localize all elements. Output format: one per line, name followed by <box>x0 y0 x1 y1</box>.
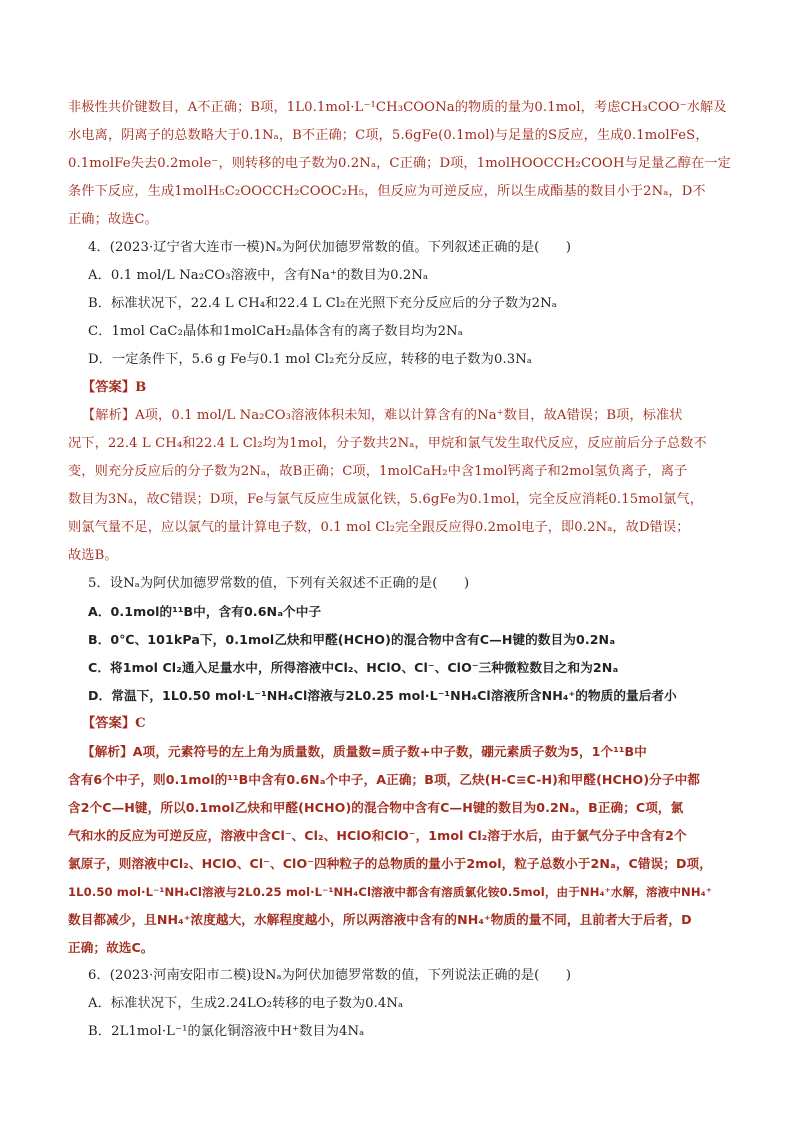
question-5-option-b: B．0℃、101kPa下，0.1mol乙炔和甲醛(HCHO)的混合物中含有C—H键的数目为0.2Nₐ <box>88 632 616 647</box>
text-line: 氯原子，则溶液中Cl₂、HClO、Cl⁻、ClO⁻四种粒子的总物质的量小于2mol，粒子总数小于2Nₐ，C错误；D项， <box>68 856 712 871</box>
text-line: 含有6个中子，则0.1mol的¹¹B中含有0.6Nₐ个中子，A正确；B项，乙炔(H-C≡C-H)和甲醛(HCHO)分子中都 <box>68 772 700 787</box>
question-5-stem: 5．设Nₐ为阿伏加德罗常数的值，下列有关叙述不正确的是( ) <box>88 576 470 591</box>
question-4-analysis: 【解析】A项，0.1 mol/L Na₂CO₃溶液体积未知，难以计算含有的Na⁺数目，故A错误；B项，标准状 <box>82 408 683 423</box>
text-line: 水电离，阴离子的总数略大于0.1Nₐ，B不正确；C项，5.6gFe(0.1mol)与足量的S反应，生成0.1molFeS， <box>68 128 709 143</box>
question-6-stem: 6．(2023·河南安阳市二模)设Nₐ为阿伏加德罗常数的值，下列说法正确的是( ) <box>88 968 572 983</box>
text-line: 况下，22.4 L CH₄和22.4 L Cl₂均为1mol，分子数共2Nₐ，甲烷和氯气发生取代反应，反应前后分子总数不 <box>68 436 707 451</box>
question-4-option-d: D．一定条件下，5.6 g Fe与0.1 mol Cl₂充分反应，转移的电子数为0.3Nₐ <box>88 352 533 367</box>
text-line: 0.1molFe失去0.2mole⁻，则转移的电子数为0.2Nₐ，C正确；D项，1molHOOCCH₂COOH与足量乙醇在一定 <box>68 156 731 171</box>
question-5-analysis: 【解析】A项，元素符号的左上角为质量数，质量数=质子数+中子数，硼元素质子数为5，1个¹¹B中 <box>82 744 647 759</box>
text-line: 含2个C—H键，所以0.1mol乙炔和甲醛(HCHO)的混合物中含有C—H键的数目为0.2Nₐ，B正确；C项，氯 <box>68 800 684 815</box>
text-line: 变，则充分反应后的分子数为2Nₐ，故B正确；C项，1molCaH₂中含1mol钙离子和2mol氢负离子，离子 <box>68 464 688 479</box>
question-6-option-b: B．2L1mol·L⁻¹的氯化铜溶液中H⁺数目为4Nₐ <box>88 1024 365 1039</box>
question-4-option-b: B．标准状况下，22.4 L CH₄和22.4 L Cl₂在光照下充分反应后的分子数为2Nₐ <box>88 296 557 311</box>
text-line: 数目都减少，且NH₄⁺浓度越大，水解程度越小，所以两溶液中含有的NH₄⁺物质的量不同，且前者大于后者，D <box>68 912 692 927</box>
question-4-option-c: C．1mol CaC₂晶体和1molCaH₂晶体含有的离子数目均为2Nₐ <box>88 324 463 339</box>
question-5-option-d: D．常温下，1L0.50 mol·L⁻¹NH₄Cl溶液与2L0.25 mol·L⁻¹NH₄Cl溶液所含NH₄⁺的物质的量后者小 <box>88 688 677 703</box>
question-5-option-c: C．将1mol Cl₂通入足量水中，所得溶液中Cl₂、HClO、Cl⁻、ClO⁻三种微粒数目之和为2Nₐ <box>88 660 619 675</box>
text-line: 正确；故选C。 <box>68 940 154 955</box>
text-line: 条件下反应，生成1molH₅C₂OOCCH₂COOC₂H₅，但反应为可逆反应，所以生成酯基的数目小于2Nₐ，D不 <box>68 184 706 199</box>
text-line: 气和水的反应为可逆反应，溶液中含Cl⁻、Cl₂、HClO和ClO⁻，1mol Cl₂溶于水后，由于氯气分子中含有2个 <box>68 828 687 843</box>
text-line: 故选B。 <box>68 548 118 563</box>
text-line: 1L0.50 mol·L⁻¹NH₄Cl溶液与2L0.25 mol·L⁻¹NH₄Cl溶液中都含有溶质氯化铵0.5mol，由于NH₄⁺水解，溶液中NH₄⁺ <box>68 885 713 899</box>
question-4-option-a: A．0.1 mol/L Na₂CO₃溶液中，含有Na⁺的数目为0.2Nₐ <box>88 268 429 283</box>
text-line: 数目为3Nₐ，故C错误；D项，Fe与氯气反应生成氯化铁，5.6gFe为0.1mol，完全反应消耗0.15mol氯气， <box>68 492 704 507</box>
question-4-stem: 4．(2023·辽宁省大连市一模)Nₐ为阿伏加德罗常数的值。下列叙述正确的是( ) <box>88 240 572 255</box>
question-5-answer: 【答案】C <box>82 716 146 731</box>
question-5-option-a: A．0.1mol的¹¹B中，含有0.6Nₐ个中子 <box>88 604 322 619</box>
text-line: 正确；故选C。 <box>68 212 158 227</box>
text-line: 非极性共价键数目，A不正确；B项，1L0.1mol·L⁻¹CH₃COONa的物质的量为0.1mol，考虑CH₃COO⁻水解及 <box>68 100 727 115</box>
question-4-answer: 【答案】B <box>82 380 147 395</box>
text-line: 则氯气量不足，应以氯气的量计算电子数，0.1 mol Cl₂完全跟反应得0.2mol电子，即0.2Nₐ，故D错误； <box>68 520 690 535</box>
question-6-option-a: A．标准状况下，生成2.24LO₂转移的电子数为0.4Nₐ <box>88 996 404 1011</box>
